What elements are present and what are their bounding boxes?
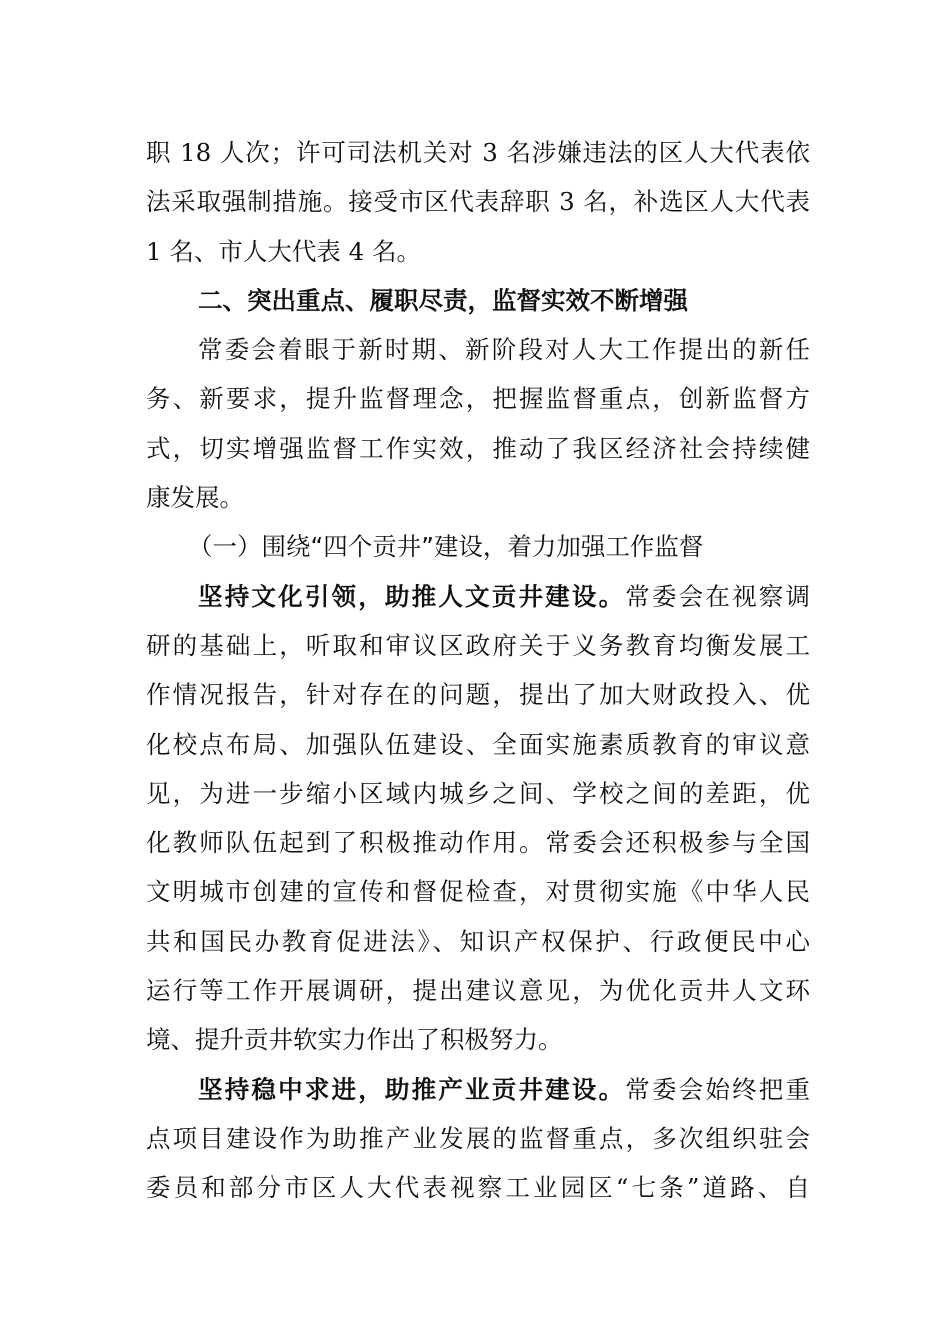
- paragraph-line: 文明城市创建的宣传和督促检查，对贯彻实施《中华人民: [146, 877, 810, 907]
- section-heading: 二、突出重点、履职尽责，监督实效不断增强: [198, 285, 688, 315]
- paragraph-line: 式，切实增强监督工作实效，推动了我区经济社会持续健: [146, 433, 810, 463]
- paragraph-line: 化校点布局、加强队伍建设、全面实施素质教育的审议意: [146, 729, 810, 759]
- paragraph-line: 委员和部分市区人大代表视察工业园区“七条”道路、自: [146, 1173, 810, 1203]
- paragraph-line: 作情况报告，针对存在的问题，提出了加大财政投入、优: [146, 680, 810, 710]
- paragraph-line: [146, 1065, 810, 1114]
- paragraph-line: 点项目建设作为助推产业发展的监督重点，多次组织驻会: [146, 1123, 810, 1153]
- paragraph-line: 研的基础上，听取和审议区政府关于义务教育均衡发展工: [146, 630, 810, 660]
- paragraph-text: 常委会始终把重: [625, 1074, 810, 1104]
- paragraph-line: 化教师队伍起到了积极推动作用。常委会还积极参与全国: [146, 828, 810, 858]
- paragraph-line: 康发展。: [146, 483, 244, 513]
- paragraph-line: 法采取强制措施。接受市区代表辞职 3 名，补选区人大代表: [146, 187, 810, 217]
- document-body: [146, 128, 810, 1213]
- paragraph-lead: 坚持稳中求进，助推产业贡井建设。: [198, 1074, 626, 1104]
- paragraph-line: 共和国民办教育促进法》、知识产权保护、行政便民中心: [146, 926, 810, 956]
- subsection-heading: （一）围绕“四个贡井”建设，着力加强工作监督: [188, 532, 704, 562]
- paragraph-text: 常委会在视察调: [625, 581, 810, 611]
- paragraph-line: 1 名、市人大代表 4 名。: [146, 236, 422, 266]
- paragraph-line: 见，为进一步缩小区域内城乡之间、学校之间的差距，优: [146, 778, 810, 808]
- paragraph-line: 常委会着眼于新时期、新阶段对人大工作提出的新任: [198, 335, 810, 365]
- paragraph-line: [146, 572, 810, 621]
- paragraph-line: 运行等工作开展调研，提出建议意见，为优化贡井人文环: [146, 976, 810, 1006]
- paragraph-line: 境、提升贡井软实力作出了积极努力。: [146, 1025, 563, 1055]
- paragraph-line: 务、新要求，提升监督理念，把握监督重点，创新监督方: [146, 384, 810, 414]
- paragraph-line: 职 18 人次；许可司法机关对 3 名涉嫌违法的区人大代表依: [146, 138, 810, 167]
- paragraph-lead: 坚持文化引领，助推人文贡井建设。: [198, 581, 626, 611]
